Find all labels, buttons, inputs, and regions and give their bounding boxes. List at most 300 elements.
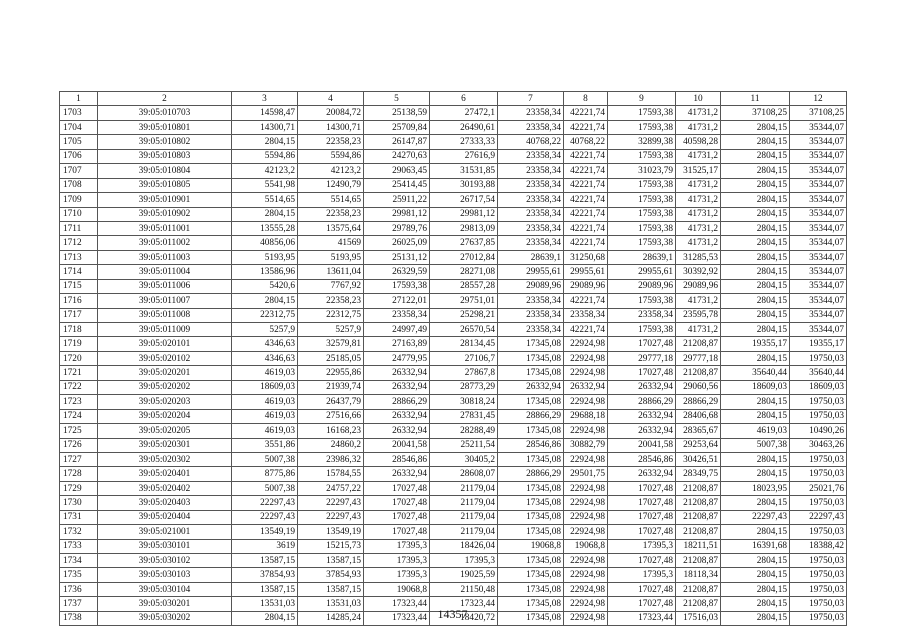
table-cell: 30818,24 [430, 395, 498, 409]
table-cell: 26437,79 [298, 395, 364, 409]
table-cell: 35344,07 [790, 294, 847, 308]
table-cell: 18420,72 [430, 611, 498, 625]
table-cell: 4346,63 [232, 351, 298, 365]
table-cell: 23358,34 [498, 221, 564, 235]
table-row [60, 323, 847, 337]
table-cell: 1706 [60, 149, 98, 163]
table-cell: 1708 [60, 178, 98, 192]
table-cell: 42221,74 [564, 149, 608, 163]
table-cell: 25298,21 [430, 308, 498, 322]
table-cell: 39:05:020402 [98, 481, 232, 495]
table-cell: 30426,51 [676, 452, 721, 466]
table-cell: 35344,07 [790, 265, 847, 279]
table-cell: 39:05:010703 [98, 106, 232, 120]
table-cell: 28134,45 [430, 337, 498, 351]
table-cell: 17395,3 [430, 554, 498, 568]
table-cell: 22358,23 [298, 135, 364, 149]
table-cell: 18609,03 [790, 380, 847, 394]
table-cell: 13549,19 [298, 525, 364, 539]
table-cell: 18609,03 [721, 380, 790, 394]
table-cell: 13611,04 [298, 265, 364, 279]
table-cell: 23358,34 [498, 106, 564, 120]
table-cell: 23358,34 [498, 193, 564, 207]
table-row [60, 337, 847, 351]
column-header: 8 [564, 92, 608, 106]
table-cell: 17345,08 [498, 582, 564, 596]
table-cell: 1729 [60, 481, 98, 495]
table-row [60, 366, 847, 380]
table-cell: 22297,43 [298, 510, 364, 524]
table-row [60, 568, 847, 582]
table-row [60, 294, 847, 308]
table-cell: 25709,84 [364, 120, 430, 134]
table-cell: 14300,71 [232, 120, 298, 134]
table-cell: 2804,15 [721, 279, 790, 293]
table-cell: 39:05:020101 [98, 337, 232, 351]
table-cell: 1736 [60, 582, 98, 596]
table-cell: 28866,29 [498, 467, 564, 481]
table-cell: 40598,28 [676, 135, 721, 149]
table-cell: 17027,48 [608, 366, 676, 380]
table-cell: 21208,87 [676, 597, 721, 611]
table-cell: 22924,98 [564, 337, 608, 351]
table-row [60, 221, 847, 235]
table-cell: 28773,29 [430, 380, 498, 394]
table-cell: 23358,34 [564, 308, 608, 322]
table-cell: 17593,38 [364, 279, 430, 293]
table-cell: 17027,48 [608, 597, 676, 611]
table-cell: 29089,96 [608, 279, 676, 293]
table-cell: 19750,03 [790, 452, 847, 466]
table-cell: 14598,47 [232, 106, 298, 120]
table-row [60, 510, 847, 524]
table-cell: 41731,2 [676, 193, 721, 207]
table-cell: 21208,87 [676, 481, 721, 495]
table-cell: 5514,65 [232, 193, 298, 207]
table-cell: 5594,86 [232, 149, 298, 163]
table-cell: 28288,49 [430, 424, 498, 438]
table-cell: 4619,03 [232, 395, 298, 409]
table-cell: 5420,6 [232, 279, 298, 293]
table-cell: 28639,1 [608, 250, 676, 264]
table-cell: 41731,2 [676, 236, 721, 250]
table-cell: 1734 [60, 554, 98, 568]
table-cell: 24997,49 [364, 323, 430, 337]
table-cell: 27637,85 [430, 236, 498, 250]
table-cell: 39:05:020102 [98, 351, 232, 365]
table-cell: 2804,15 [721, 323, 790, 337]
table-cell: 35344,07 [790, 250, 847, 264]
table-cell: 2804,15 [721, 611, 790, 625]
table-cell: 27472,1 [430, 106, 498, 120]
table-cell: 30405,2 [430, 452, 498, 466]
table-row [60, 265, 847, 279]
table-cell: 28866,29 [364, 395, 430, 409]
table-cell: 1711 [60, 221, 98, 235]
table-cell: 23358,34 [498, 207, 564, 221]
table-cell: 17027,48 [608, 337, 676, 351]
table-cell: 17345,08 [498, 525, 564, 539]
table-cell: 26332,94 [364, 424, 430, 438]
table-cell: 1703 [60, 106, 98, 120]
table-cell: 1717 [60, 308, 98, 322]
table-cell: 39:05:020201 [98, 366, 232, 380]
table-cell: 37108,25 [790, 106, 847, 120]
table-cell: 17345,08 [498, 510, 564, 524]
table-cell: 17027,48 [364, 481, 430, 495]
page-number: 14357 [437, 607, 468, 621]
table-cell: 20084,72 [298, 106, 364, 120]
table-cell: 42221,74 [564, 294, 608, 308]
table-row [60, 149, 847, 163]
table-cell: 17345,08 [498, 597, 564, 611]
table-cell: 26025,09 [364, 236, 430, 250]
table-cell: 1713 [60, 250, 98, 264]
table-cell: 1722 [60, 380, 98, 394]
table-cell: 19750,03 [790, 582, 847, 596]
table-cell: 18211,51 [676, 539, 721, 553]
table-row [60, 207, 847, 221]
table-cell: 29688,18 [564, 409, 608, 423]
table-cell: 29813,09 [430, 221, 498, 235]
table-cell: 12490,79 [298, 178, 364, 192]
table-cell: 26332,94 [608, 380, 676, 394]
table-cell: 41569 [298, 236, 364, 250]
table-cell: 39:05:020205 [98, 424, 232, 438]
table-cell: 2804,15 [721, 409, 790, 423]
table-cell: 13587,15 [232, 554, 298, 568]
table-cell: 24757,22 [298, 481, 364, 495]
table-cell: 4619,03 [232, 424, 298, 438]
table-cell: 26332,94 [364, 467, 430, 481]
table-cell: 35344,07 [790, 207, 847, 221]
table-cell: 40768,22 [564, 135, 608, 149]
table-cell: 40856,06 [232, 236, 298, 250]
table-cell: 23358,34 [498, 323, 564, 337]
table-cell: 2804,15 [721, 120, 790, 134]
table-cell: 1731 [60, 510, 98, 524]
table-cell: 25021,76 [790, 481, 847, 495]
table-cell: 8775,86 [232, 467, 298, 481]
table-cell: 16168,23 [298, 424, 364, 438]
table-cell: 1714 [60, 265, 98, 279]
table-cell: 28639,1 [498, 250, 564, 264]
table-cell: 22924,98 [564, 510, 608, 524]
table-cell: 29981,12 [430, 207, 498, 221]
table-cell: 39:05:030201 [98, 597, 232, 611]
table-cell: 21939,74 [298, 380, 364, 394]
table-cell: 39:05:030202 [98, 611, 232, 625]
table-cell: 2804,15 [232, 611, 298, 625]
table-cell: 21208,87 [676, 525, 721, 539]
table-cell: 25211,54 [430, 438, 498, 452]
column-header: 3 [232, 92, 298, 106]
table-cell: 23358,34 [498, 164, 564, 178]
table-cell: 5541,98 [232, 178, 298, 192]
table-cell: 1720 [60, 351, 98, 365]
table-cell: 17593,38 [608, 120, 676, 134]
table-cell: 17395,3 [608, 568, 676, 582]
table-cell: 1735 [60, 568, 98, 582]
table-cell: 29955,61 [564, 265, 608, 279]
header-row [60, 92, 847, 106]
table-cell: 26717,54 [430, 193, 498, 207]
table-cell: 26329,59 [364, 265, 430, 279]
table-cell: 2804,15 [721, 597, 790, 611]
table-cell: 5514,65 [298, 193, 364, 207]
table-cell: 28546,86 [498, 438, 564, 452]
data-table [59, 91, 847, 626]
table-cell: 19355,17 [721, 337, 790, 351]
table-cell: 17345,08 [498, 337, 564, 351]
table-cell: 25911,22 [364, 193, 430, 207]
table-row [60, 496, 847, 510]
table-row [60, 438, 847, 452]
table-cell: 3551,86 [232, 438, 298, 452]
table-cell: 39:05:030103 [98, 568, 232, 582]
table-cell: 29089,96 [498, 279, 564, 293]
table-cell: 2804,15 [721, 568, 790, 582]
table-cell: 26147,87 [364, 135, 430, 149]
table-cell: 22924,98 [564, 525, 608, 539]
table-cell: 17345,08 [498, 554, 564, 568]
table-cell: 2804,15 [721, 351, 790, 365]
table-cell: 31023,79 [608, 164, 676, 178]
table-cell: 27516,66 [298, 409, 364, 423]
table-cell: 29089,96 [564, 279, 608, 293]
table-cell: 17593,38 [608, 294, 676, 308]
table-cell: 17345,08 [498, 424, 564, 438]
table-row [60, 539, 847, 553]
table-cell: 42221,74 [564, 178, 608, 192]
table-cell: 28866,29 [608, 395, 676, 409]
table-cell: 26332,94 [364, 366, 430, 380]
table-cell: 2804,15 [721, 265, 790, 279]
table-cell: 19025,59 [430, 568, 498, 582]
table-cell: 2804,15 [721, 452, 790, 466]
table-cell: 37854,93 [232, 568, 298, 582]
table-cell: 22924,98 [564, 496, 608, 510]
table-row [60, 279, 847, 293]
table-row [60, 424, 847, 438]
table-cell: 17593,38 [608, 323, 676, 337]
table-cell: 21208,87 [676, 554, 721, 568]
table-cell: 29089,96 [676, 279, 721, 293]
table-cell: 17027,48 [364, 525, 430, 539]
table-cell: 31285,53 [676, 250, 721, 264]
table-cell: 42123,2 [298, 164, 364, 178]
table-cell: 39:05:010902 [98, 207, 232, 221]
column-header: 12 [790, 92, 847, 106]
table-cell: 42221,74 [564, 120, 608, 134]
table-cell: 40768,22 [498, 135, 564, 149]
table-cell: 35344,07 [790, 279, 847, 293]
table-cell: 30882,79 [564, 438, 608, 452]
table-cell: 2804,15 [721, 395, 790, 409]
table-cell: 25185,05 [298, 351, 364, 365]
table-cell: 2804,15 [232, 135, 298, 149]
table-cell: 13575,64 [298, 221, 364, 235]
table-cell: 13531,03 [298, 597, 364, 611]
table-cell: 26332,94 [608, 424, 676, 438]
table-cell: 17345,08 [498, 351, 564, 365]
table-cell: 1738 [60, 611, 98, 625]
table-cell: 27163,89 [364, 337, 430, 351]
table-cell: 26332,94 [364, 409, 430, 423]
table-cell: 13549,19 [232, 525, 298, 539]
table-cell: 16391,68 [721, 539, 790, 553]
table-cell: 30463,26 [790, 438, 847, 452]
table-cell: 22924,98 [564, 554, 608, 568]
table-cell: 17593,38 [608, 193, 676, 207]
table-cell: 41731,2 [676, 106, 721, 120]
table-cell: 1727 [60, 452, 98, 466]
table-cell: 39:05:030101 [98, 539, 232, 553]
table-cell: 39:05:020204 [98, 409, 232, 423]
table-cell: 2804,15 [721, 164, 790, 178]
table-cell: 5007,38 [232, 452, 298, 466]
table-cell: 5193,95 [298, 250, 364, 264]
table-cell: 21179,04 [430, 510, 498, 524]
table-cell: 41731,2 [676, 120, 721, 134]
table-cell: 1721 [60, 366, 98, 380]
table-cell: 27831,45 [430, 409, 498, 423]
column-header: 11 [721, 92, 790, 106]
table-cell: 19750,03 [790, 611, 847, 625]
table-row [60, 164, 847, 178]
table-cell: 29777,18 [608, 351, 676, 365]
table-cell: 2804,15 [721, 554, 790, 568]
table-cell: 14285,24 [298, 611, 364, 625]
table-cell: 29789,76 [364, 221, 430, 235]
table-cell: 21179,04 [430, 481, 498, 495]
table-cell: 39:05:020404 [98, 510, 232, 524]
table-cell: 35344,07 [790, 221, 847, 235]
table-cell: 19068,8 [564, 539, 608, 553]
table-cell: 39:05:011001 [98, 221, 232, 235]
table-cell: 39:05:021001 [98, 525, 232, 539]
table-cell: 22924,98 [564, 452, 608, 466]
table-cell: 19750,03 [790, 496, 847, 510]
table-cell: 35344,07 [790, 193, 847, 207]
table-cell: 19750,03 [790, 395, 847, 409]
table-cell: 17593,38 [608, 178, 676, 192]
table-cell: 41731,2 [676, 221, 721, 235]
table-cell: 2804,15 [721, 496, 790, 510]
table-cell: 18023,95 [721, 481, 790, 495]
table-cell: 28406,68 [676, 409, 721, 423]
table-cell: 1723 [60, 395, 98, 409]
table-cell: 22924,98 [564, 597, 608, 611]
table-cell: 27616,9 [430, 149, 498, 163]
table-cell: 1707 [60, 164, 98, 178]
table-cell: 29981,12 [364, 207, 430, 221]
table-cell: 18426,04 [430, 539, 498, 553]
table-cell: 15784,55 [298, 467, 364, 481]
table-cell: 26332,94 [608, 467, 676, 481]
table-cell: 22924,98 [564, 351, 608, 365]
table-cell: 39:05:011007 [98, 294, 232, 308]
table-cell: 1728 [60, 467, 98, 481]
table-cell: 30392,92 [676, 265, 721, 279]
table-cell: 22924,98 [564, 481, 608, 495]
table-row [60, 395, 847, 409]
table-cell: 17395,3 [608, 539, 676, 553]
table-cell: 41731,2 [676, 149, 721, 163]
table-cell: 39:05:011003 [98, 250, 232, 264]
table-cell: 28546,86 [364, 452, 430, 466]
table-cell: 26332,94 [498, 380, 564, 394]
table-cell: 39:05:011008 [98, 308, 232, 322]
table-cell: 42123,2 [232, 164, 298, 178]
table-cell: 19750,03 [790, 409, 847, 423]
column-header: 2 [98, 92, 232, 106]
table-cell: 4619,03 [721, 424, 790, 438]
table-cell: 13587,15 [298, 582, 364, 596]
table-cell: 13555,28 [232, 221, 298, 235]
table-cell: 23358,34 [364, 308, 430, 322]
table-cell: 28866,29 [676, 395, 721, 409]
table-row [60, 351, 847, 365]
table-cell: 23358,34 [498, 120, 564, 134]
table-cell: 28866,29 [498, 409, 564, 423]
column-header: 9 [608, 92, 676, 106]
table-cell: 39:05:010901 [98, 193, 232, 207]
table-cell: 27122,01 [364, 294, 430, 308]
table-body [60, 92, 847, 626]
table-cell: 17345,08 [498, 496, 564, 510]
table-cell: 18388,42 [790, 539, 847, 553]
table-cell: 42221,74 [564, 221, 608, 235]
column-header: 7 [498, 92, 564, 106]
table-cell: 39:05:030104 [98, 582, 232, 596]
table-cell: 29501,75 [564, 467, 608, 481]
table-cell: 17027,48 [608, 554, 676, 568]
table-cell: 4346,63 [232, 337, 298, 351]
table-cell: 19355,17 [790, 337, 847, 351]
table-cell: 22312,75 [232, 308, 298, 322]
table-cell: 2804,15 [721, 207, 790, 221]
table-cell: 29063,45 [364, 164, 430, 178]
table-cell: 27012,84 [430, 250, 498, 264]
table-cell: 17323,44 [364, 611, 430, 625]
table-cell: 2804,15 [721, 236, 790, 250]
table-cell: 21208,87 [676, 582, 721, 596]
table-cell: 28271,08 [430, 265, 498, 279]
table-cell: 18118,34 [676, 568, 721, 582]
table-cell: 39:05:010801 [98, 120, 232, 134]
column-header: 10 [676, 92, 721, 106]
table-cell: 30193,88 [430, 178, 498, 192]
table-cell: 21150,48 [430, 582, 498, 596]
table-cell: 42221,74 [564, 164, 608, 178]
table-cell: 24270,63 [364, 149, 430, 163]
table-cell: 28608,07 [430, 467, 498, 481]
table-row [60, 380, 847, 394]
table-cell: 35640,44 [790, 366, 847, 380]
table-cell: 17323,44 [364, 597, 430, 611]
table-cell: 1733 [60, 539, 98, 553]
table-cell: 29955,61 [498, 265, 564, 279]
table-cell: 13587,15 [232, 582, 298, 596]
table-cell: 19068,8 [498, 539, 564, 553]
table-cell: 35640,44 [721, 366, 790, 380]
table-cell: 32579,81 [298, 337, 364, 351]
table-cell: 35344,07 [790, 236, 847, 250]
table-cell: 17593,38 [608, 207, 676, 221]
table-cell: 35344,07 [790, 164, 847, 178]
table-row [60, 481, 847, 495]
